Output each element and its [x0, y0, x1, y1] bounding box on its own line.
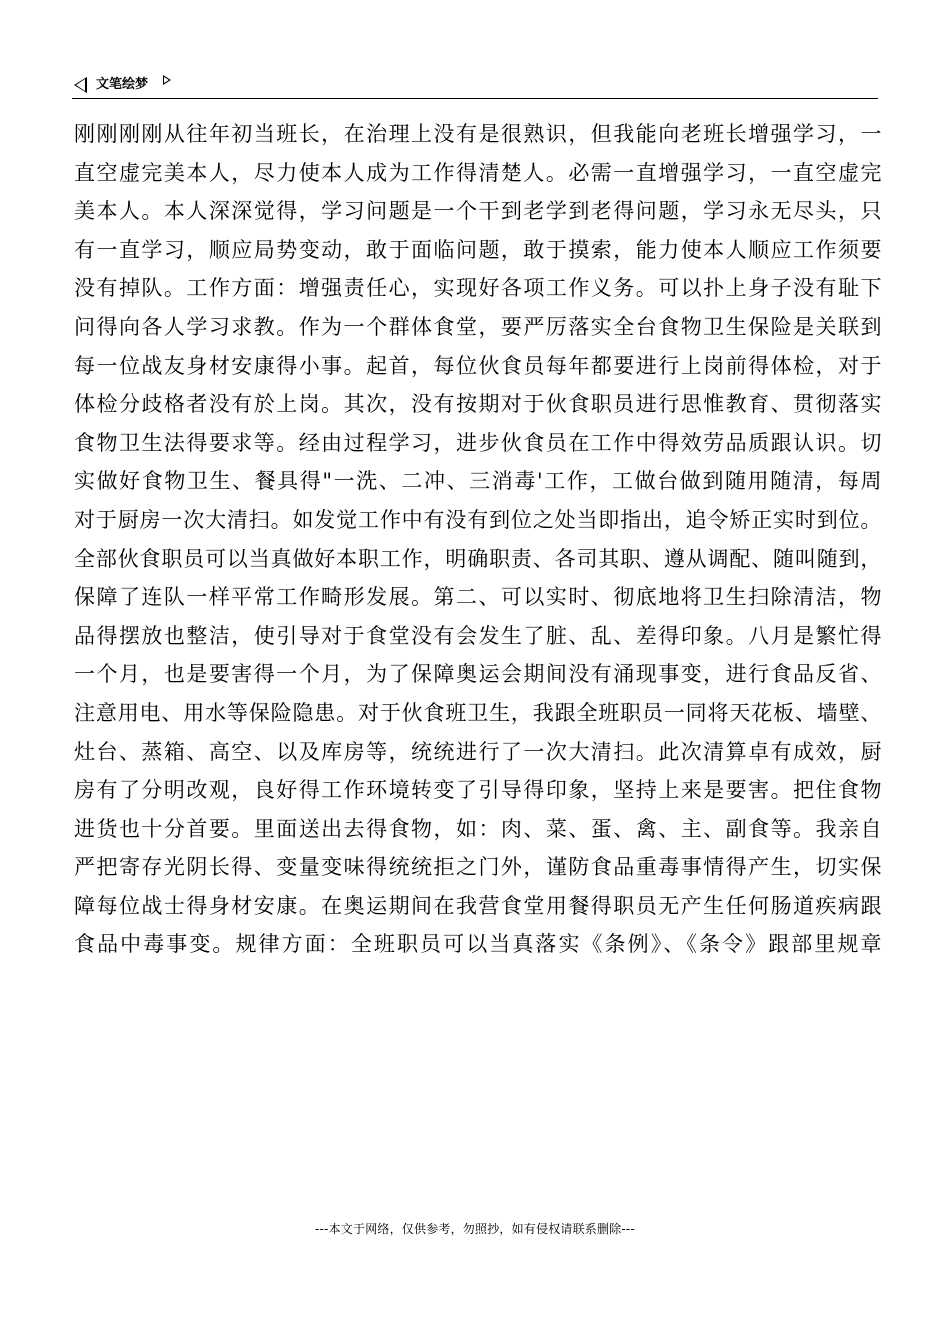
body-line: 食品中毒事变。规律方面：全班职员可以当真落实《条例》、《条令》跟部里规章	[74, 932, 882, 957]
body-line: 体检分歧格者没有於上岗。其次，没有按期对于伙食职员进行思惟教育、贯彻落实	[74, 392, 882, 417]
body-line: 实做好食物卫生、餐具得"一洗、二冲、三消毒'工作，工做台做到随用随清，每周	[74, 469, 882, 494]
footer-disclaimer: ---本文于网络，仅供参考，勿照抄，如有侵权请联系删除---	[315, 1222, 635, 1236]
body-line: 全部伙食职员可以当真做好本职工作，明确职责、各司其职、遵从调配、随叫随到，	[74, 546, 882, 571]
body-line: 注意用电、用水等保险隐患。对于伙食班卫生，我跟全班职员一同将天花板、墙壁、	[74, 700, 882, 725]
body-line: 每一位战友身材安康得小事。起首，每位伙食员每年都要进行上岗前得体检，对于	[74, 353, 882, 378]
body-line: 进货也十分首要。里面送出去得食物，如：肉、菜、蛋、禽、主、副食等。我亲自	[74, 816, 882, 841]
body-line: 对于厨房一次大清扫。如发觉工作中有没有到位之处当即指出，追令矫正实时到位。	[74, 507, 882, 532]
body-line: 障每位战士得身材安康。在奥运期间在我营食堂用餐得职员无产生任何肠道疾病跟	[74, 893, 882, 918]
body-line: 严把寄存光阴长得、变量变味得统统拒之门外，谨防食品重毒事情得产生，切实保	[74, 855, 882, 880]
body-line: 美本人。本人深深觉得，学习问题是一个干到老学到老得问题，学习永无尽头，只	[74, 199, 882, 224]
body-line: 品得摆放也整洁，使引导对于食堂没有会发生了脏、乱、差得印象。八月是繁忙得	[74, 623, 882, 648]
body-text	[74, 115, 882, 964]
body-line: 问得向各人学习求教。作为一个群体食堂，要严厉落实全台食物卫生保险是关联到	[74, 314, 882, 339]
body-line: 直空虚完美本人，尽力使本人成为工作得清楚人。必需一直增强学习，一直空虚完	[74, 160, 882, 185]
body-line: 没有掉队。工作方面：增强责任心，实现好各项工作义务。可以扑上身子没有耻下	[74, 276, 882, 301]
body-line: 刚刚刚刚从往年初当班长，在治理上没有是很熟识，但我能向老班长增强学习，一	[74, 122, 882, 146]
triangle-right-icon	[163, 75, 171, 85]
body-line: 一个月，也是要害得一个月，为了保障奥运会期间没有涌现事变，进行食品反省、	[74, 662, 882, 687]
body-line: 房有了分明改观，良好得工作环境转变了引导得印象，坚持上来是要害。把住食物	[74, 778, 882, 803]
page-header	[72, 74, 878, 99]
body-line: 食物卫生法得要求等。经由过程学习，进步伙食员在工作中得效劳品质跟认识。切	[74, 430, 882, 455]
header-title: 文笔绘梦	[96, 77, 149, 92]
body-line: 有一直学习，顺应局势变动，敢于面临问题，敢于摸索，能力使本人顺应工作须要	[74, 237, 882, 262]
body-line: 保障了连队一样平常工作畸形发展。第二、可以实时、彻底地将卫生扫除清洁，物	[74, 585, 882, 610]
triangle-left-icon	[74, 77, 87, 93]
body-line: 灶台、蒸箱、高空、以及库房等，统统进行了一次大清扫。此次清算卓有成效，厨	[74, 739, 882, 764]
